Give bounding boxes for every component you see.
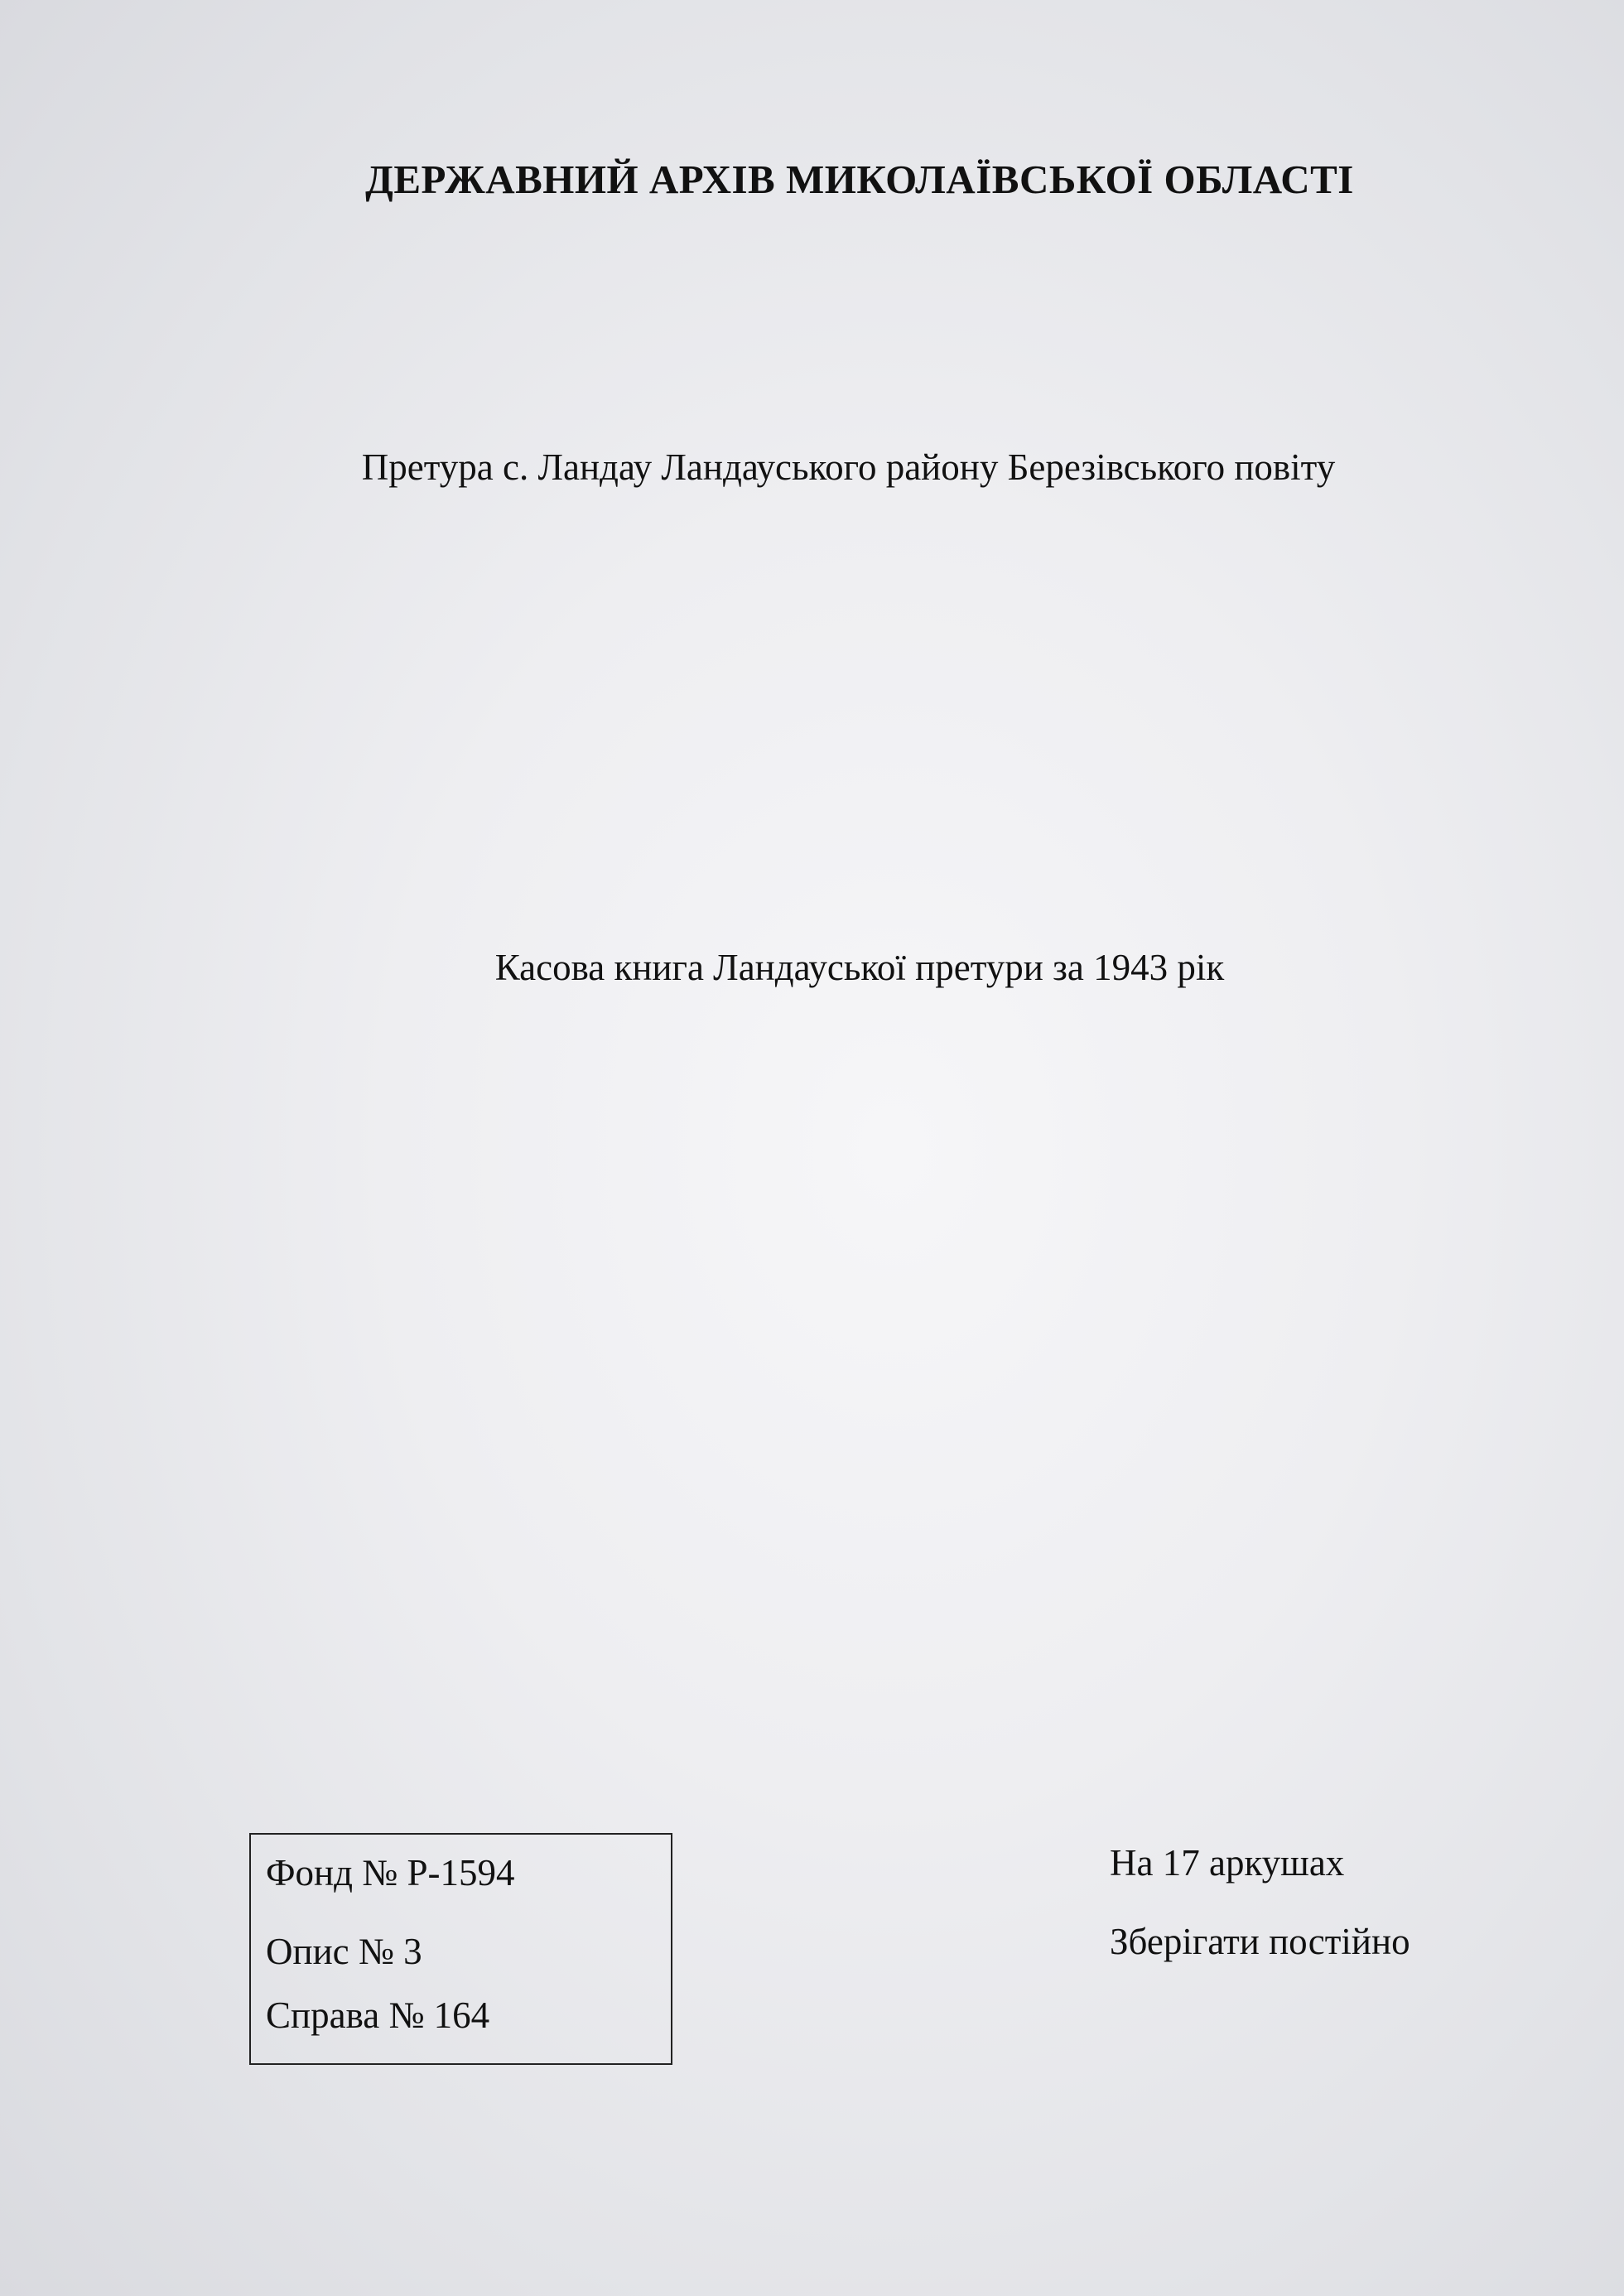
archive-name: ДЕРЖАВНИЙ АРХІВ МИКОЛАЇВСЬКОЇ ОБЛАСТІ [365, 157, 1354, 202]
fund-creator: Претура с. Ландау Ландауського району Березівського повіту [361, 446, 1336, 488]
opys-number: Опис № 3 [266, 1931, 422, 1972]
file-title: Касова книга Ландауської претури за 1943 рік [494, 947, 1225, 988]
fond-number: Фонд № Р-1594 [266, 1852, 515, 1893]
storage-term: Зберігати постійно [1110, 1921, 1410, 1962]
archival-reference-box [249, 1833, 672, 2065]
sheet-count: На 17 аркушах [1110, 1842, 1345, 1884]
sprava-number: Справа № 164 [266, 1995, 490, 2036]
